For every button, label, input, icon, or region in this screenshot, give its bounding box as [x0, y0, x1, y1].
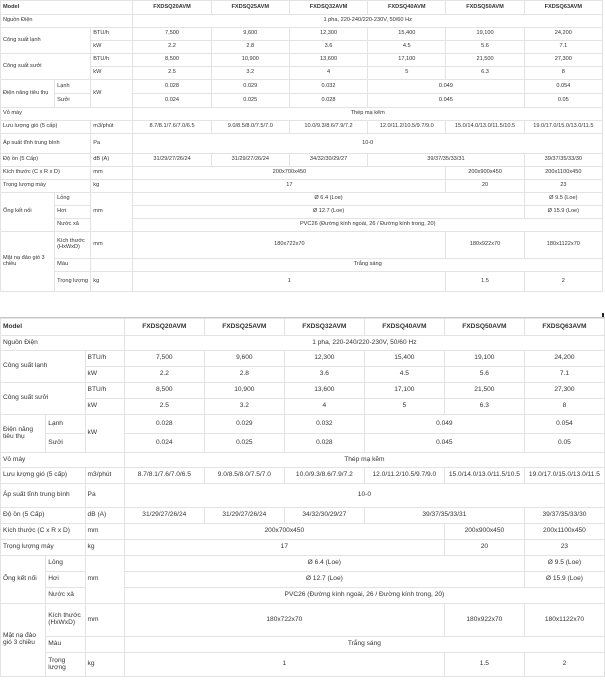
cell-value: Thép mạ kẽm [133, 108, 603, 121]
cell-value: Ø 12.7 (Loe) [133, 206, 524, 219]
table-row [1, 232, 603, 259]
cell-value: 200x900x450 [444, 524, 524, 540]
cell-value: 0.05 [524, 94, 602, 108]
cell-value: 5 [368, 67, 446, 80]
cell-value: 34/32/30/29/27 [289, 154, 367, 167]
cell-value: 8.7/8.1/7.6/7.0/6.5 [133, 121, 211, 134]
cell-value: 0.028 [133, 80, 211, 94]
cell-value: 180x922x70 [444, 604, 524, 637]
cell-value: 0.045 [364, 434, 524, 453]
model-name: FXDSQ40AVM [368, 1, 446, 15]
cell-value: 13,600 [289, 54, 367, 67]
row-label: Lưu lượng gió (5 cấp) [1, 121, 91, 134]
cell-value: 10.0/9.3/8.6/7.9/7.2 [289, 121, 367, 134]
unit-label [85, 637, 124, 653]
sub-label: Nước xả [46, 588, 85, 604]
cell-value: 0.025 [204, 434, 284, 453]
cell-value: 5.6 [446, 41, 524, 54]
cell-value: 10-0 [124, 484, 604, 508]
model-name: FXDSQ40AVM [364, 319, 444, 336]
table-row [1, 367, 605, 383]
cell-value: 10-0 [133, 134, 603, 154]
row-label: Độ ồn (5 Cấp) [1, 154, 91, 167]
unit-label: BTU/h [91, 28, 133, 41]
cell-value: 0.049 [364, 415, 524, 434]
table-row [1, 108, 603, 121]
table-row [1, 180, 603, 193]
cell-value: 12.0/11.2/10.5/9.7/9.0 [368, 121, 446, 134]
row-label: Ống kết nối [1, 556, 46, 604]
cell-value: 34/32/30/29/27 [284, 508, 364, 524]
cell-value: 39/37/35/33/31 [364, 508, 524, 524]
table-row [1, 399, 605, 415]
cell-value: 21,500 [444, 383, 524, 399]
table-row [1, 453, 605, 468]
sub-label: Lạnh [55, 80, 91, 94]
table-row [1, 540, 605, 556]
cell-value: 31/29/27/26/24 [211, 154, 289, 167]
cell-value: 1.5 [444, 653, 524, 677]
sub-label: Kích thước (HxWxD) [55, 232, 91, 259]
cell-value: 4.5 [368, 41, 446, 54]
cell-value: 0.024 [133, 94, 211, 108]
row-label: Mặt nạ đảo gió 3 chiều [1, 604, 46, 677]
row-label: Vỏ máy [1, 108, 133, 121]
cell-value: 19,100 [444, 351, 524, 367]
cell-value: 9.0/8.5/8.0/7.5/7.0 [204, 468, 284, 484]
model-name: FXDSQ20AVM [124, 319, 204, 336]
cell-value: 15,400 [364, 351, 444, 367]
unit-label: kg [85, 653, 124, 677]
cell-value: 8.7/8.1/7.6/7.0/6.5 [124, 468, 204, 484]
cell-value: 7,500 [133, 28, 211, 41]
unit-label: kg [91, 272, 133, 292]
sub-label: Lỏng [46, 556, 85, 572]
sub-label: Kích thước (HxWxD) [46, 604, 85, 637]
model-name: FXDSQ32AVM [289, 1, 367, 15]
cell-value: 2.5 [124, 399, 204, 415]
cell-value: 200x1100x450 [524, 524, 604, 540]
cell-value: 1 [124, 653, 444, 677]
table-row [1, 484, 605, 508]
table-row [1, 508, 605, 524]
cell-value: 2.2 [133, 41, 211, 54]
table-row [1, 193, 603, 206]
row-label: Kích thước (C x R x D) [1, 524, 86, 540]
sub-label: Trọng lượng [55, 272, 91, 292]
unit-label: kW [91, 67, 133, 80]
table-row [1, 41, 603, 54]
spec-table [0, 318, 605, 677]
table-row [1, 556, 605, 572]
unit-label [91, 259, 133, 272]
cell-value: 17,100 [364, 383, 444, 399]
row-label: Công suất sưởi [1, 383, 86, 415]
cell-value: 24,200 [524, 351, 604, 367]
row-label: Công suất lạnh [1, 351, 86, 383]
cell-value: 0.028 [284, 434, 364, 453]
cell-value: 13,600 [284, 383, 364, 399]
cell-value: 39/37/35/33/30 [524, 154, 602, 167]
cell-value: 0.045 [368, 94, 525, 108]
cell-value: 2.8 [211, 41, 289, 54]
sub-label: Sưởi [55, 94, 91, 108]
cell-value: 200x700x450 [133, 167, 446, 180]
row-label: Điện năng tiêu thụ [1, 415, 46, 453]
cell-value: 15,400 [368, 28, 446, 41]
cell-value: 8,500 [124, 383, 204, 399]
unit-label: mm [91, 232, 133, 259]
unit-label: BTU/h [85, 383, 124, 399]
row-label: Điện năng tiêu thụ [1, 80, 55, 108]
table-row [1, 80, 603, 94]
table-row [1, 259, 603, 272]
table-row [1, 272, 603, 292]
unit-label: dB (A) [85, 508, 124, 524]
row-label: Độ ồn (5 Cấp) [1, 508, 86, 524]
table-row [1, 351, 605, 367]
sub-label: Hơi [46, 572, 85, 588]
cell-value: 9,600 [211, 28, 289, 41]
cell-value: 15.0/14.0/13.0/11.5/10.5 [446, 121, 524, 134]
cell-value: 0.05 [524, 434, 604, 453]
spec-table-bottom [0, 317, 605, 677]
cell-value: 19.0/17.0/15.0/13.0/11.5 [524, 468, 604, 484]
table-row [1, 54, 603, 67]
sub-label: Sưởi [46, 434, 85, 453]
cell-value: 20 [444, 540, 524, 556]
cell-value: 39/37/35/33/30 [524, 508, 604, 524]
model-label: Model [1, 319, 125, 336]
cell-value: 8 [524, 399, 604, 415]
cell-value: 23 [524, 180, 602, 193]
unit-label: BTU/h [91, 54, 133, 67]
unit-label: kg [85, 540, 124, 556]
row-label: Trọng lượng máy [1, 540, 86, 556]
row-label: Công suất sưởi [1, 54, 91, 80]
table-row [1, 653, 605, 677]
sub-label: Lỏng [55, 193, 91, 206]
cell-value: 9.0/8.5/8.0/7.5/7.0 [211, 121, 289, 134]
cell-value: 4 [289, 67, 367, 80]
row-label: Áp suất tĩnh trung bình [1, 134, 91, 154]
table-row [1, 67, 603, 80]
cell-value: 0.054 [524, 415, 604, 434]
cell-value: PVC26 (Đường kính ngoài, 26 / Đường kính trong, 20) [124, 588, 604, 604]
unit-label: mm [85, 604, 124, 637]
cell-value: 24,200 [524, 28, 602, 41]
cell-value: 3.6 [284, 367, 364, 383]
row-label: Trọng lượng máy [1, 180, 91, 193]
cell-value: 0.032 [284, 415, 364, 434]
unit-label: mm [91, 167, 133, 180]
cell-value: Ø 9.5 (Loe) [524, 556, 604, 572]
cell-value: 180x722x70 [133, 232, 446, 259]
unit-label: kW [85, 399, 124, 415]
cell-value: 17 [124, 540, 444, 556]
cell-value: 7,500 [124, 351, 204, 367]
model-name: FXDSQ63AVM [524, 1, 602, 15]
cell-value: Ø 9.5 (Loe) [524, 193, 602, 206]
model-name: FXDSQ50AVM [446, 1, 524, 15]
cell-value: Ø 15.9 (Loe) [524, 206, 602, 219]
cell-value: 2.2 [124, 367, 204, 383]
cell-value: 1 [133, 272, 446, 292]
unit-label: mm [85, 524, 124, 540]
cell-value: 0.028 [289, 94, 367, 108]
model-name: FXDSQ32AVM [284, 319, 364, 336]
cell-value: 8,500 [133, 54, 211, 67]
cell-value: 23 [524, 540, 604, 556]
table-row [1, 28, 603, 41]
cell-value: 21,500 [446, 54, 524, 67]
row-label: Kích thước (C x R x D) [1, 167, 91, 180]
header-row [1, 319, 605, 336]
unit-label: mm [85, 556, 124, 604]
cell-value: Thép mạ kẽm [124, 453, 604, 468]
cell-value: 0.029 [204, 415, 284, 434]
unit-label: mm [91, 193, 133, 232]
cell-value: 2.8 [204, 367, 284, 383]
unit-label: kW [85, 415, 124, 453]
cell-value: 4 [284, 399, 364, 415]
row-label: Ống kết nối [1, 193, 55, 232]
row-label: Áp suất tĩnh trung bình [1, 484, 86, 508]
cell-value: 31/29/27/26/24 [124, 508, 204, 524]
cell-value: 2 [524, 653, 604, 677]
sub-label: Nước xả [55, 219, 91, 232]
unit-label: BTU/h [85, 351, 124, 367]
cell-value: 12,300 [289, 28, 367, 41]
cell-value: 7.1 [524, 367, 604, 383]
cell-value: Trắng sáng [124, 637, 604, 653]
cell-value: 17 [133, 180, 446, 193]
cell-value: 200x1100x450 [524, 167, 602, 180]
cell-value: 0.032 [289, 80, 367, 94]
table-row [1, 134, 603, 154]
unit-label: m3/phút [85, 468, 124, 484]
row-label: Công suất lạnh [1, 28, 91, 54]
cell-value: 200x700x450 [124, 524, 444, 540]
cell-value: 6.3 [444, 399, 524, 415]
unit-label: Pa [91, 134, 133, 154]
model-name: FXDSQ20AVM [133, 1, 211, 15]
cell-value: 180x1122x70 [524, 604, 604, 637]
cell-value: 7.1 [524, 41, 602, 54]
table-row [1, 637, 605, 653]
row-label: Nguồn Điện [1, 336, 125, 351]
model-name: FXDSQ25AVM [204, 319, 284, 336]
unit-label: kg [91, 180, 133, 193]
cell-value: 31/29/27/26/24 [133, 154, 211, 167]
model-name: FXDSQ25AVM [211, 1, 289, 15]
row-label: Lưu lượng gió (5 cấp) [1, 468, 86, 484]
cell-value: 15.0/14.0/13.0/11.5/10.5 [444, 468, 524, 484]
cell-value: 10,900 [211, 54, 289, 67]
cell-value: 17,100 [368, 54, 446, 67]
cell-value: 10,900 [204, 383, 284, 399]
unit-label: dB (A) [91, 154, 133, 167]
sub-label: Lạnh [46, 415, 85, 434]
table-row [1, 167, 603, 180]
cell-value: 31/29/27/26/24 [204, 508, 284, 524]
cell-value: 0.029 [211, 80, 289, 94]
unit-label: m3/phút [91, 121, 133, 134]
sub-label: Màu [46, 637, 85, 653]
row-label: Mặt nạ đảo gió 3 chiều [1, 232, 55, 292]
cell-value: 200x900x450 [446, 167, 524, 180]
table-row [1, 524, 605, 540]
cell-value: 2 [524, 272, 602, 292]
cell-value: Ø 6.4 (Loe) [124, 556, 524, 572]
cell-value: 2.5 [133, 67, 211, 80]
cell-value: 19.0/17.0/15.0/13.0/11.5 [524, 121, 602, 134]
cell-value: 5 [364, 399, 444, 415]
cell-value: 3.2 [211, 67, 289, 80]
cell-value: PVC26 (Đường kính ngoài, 26 / Đường kính trong, 20) [133, 219, 603, 232]
cell-value: 3.2 [204, 399, 284, 415]
unit-label: kW [91, 41, 133, 54]
cell-value: 1 pha, 220-240/220-230V, 50/60 Hz [133, 15, 603, 28]
cell-value: 180x922x70 [446, 232, 524, 259]
row-label: Vỏ máy [1, 453, 125, 468]
unit-label: kW [85, 367, 124, 383]
cell-value: 27,300 [524, 383, 604, 399]
model-label: Model [1, 1, 133, 15]
table-row [1, 336, 605, 351]
cell-value: 12.0/11.2/10.5/9.7/9.0 [364, 468, 444, 484]
cell-value: 1 pha, 220-240/220-230V, 50/60 Hz [124, 336, 604, 351]
spec-table-top [0, 0, 603, 292]
table-row [1, 121, 603, 134]
unit-label: kW [91, 80, 133, 108]
cell-value: 10.0/9.3/8.6/7.9/7.2 [284, 468, 364, 484]
cell-value: 180x1122x70 [524, 232, 602, 259]
sub-label: Trọng lượng [46, 653, 85, 677]
cell-value: Ø 6.4 (Loe) [133, 193, 524, 206]
table-row [1, 15, 603, 28]
cell-value: 6.3 [446, 67, 524, 80]
table-row [1, 604, 605, 637]
row-label: Nguồn Điện [1, 15, 133, 28]
table-row [1, 154, 603, 167]
cell-value: 5.6 [444, 367, 524, 383]
cell-value: 8 [524, 67, 602, 80]
table-row [1, 383, 605, 399]
sub-label: Hơi [55, 206, 91, 219]
table-row [1, 468, 605, 484]
cell-value: 0.049 [368, 80, 525, 94]
cell-value: 0.024 [124, 434, 204, 453]
cell-value: 20 [446, 180, 524, 193]
cell-value: Trắng sáng [133, 259, 603, 272]
cell-value: Ø 15.9 (Loe) [524, 572, 604, 588]
sub-label: Màu [55, 259, 91, 272]
cell-value: 1.5 [446, 272, 524, 292]
cell-value: 0.025 [211, 94, 289, 108]
model-name: FXDSQ50AVM [444, 319, 524, 336]
cell-value: 0.028 [124, 415, 204, 434]
cell-value: 12,300 [284, 351, 364, 367]
spec-table [0, 0, 603, 292]
cell-value: 9,600 [204, 351, 284, 367]
cell-value: Ø 12.7 (Loe) [124, 572, 524, 588]
cell-value: 19,100 [446, 28, 524, 41]
cell-value: 39/37/35/33/31 [368, 154, 525, 167]
header-row [1, 1, 603, 15]
table-row [1, 415, 605, 434]
unit-label: Pa [85, 484, 124, 508]
model-name: FXDSQ63AVM [524, 319, 604, 336]
cell-value: 4.5 [364, 367, 444, 383]
cell-value: 0.054 [524, 80, 602, 94]
cell-value: 3.6 [289, 41, 367, 54]
cell-value: 180x722x70 [124, 604, 444, 637]
cell-value: 27,300 [524, 54, 602, 67]
